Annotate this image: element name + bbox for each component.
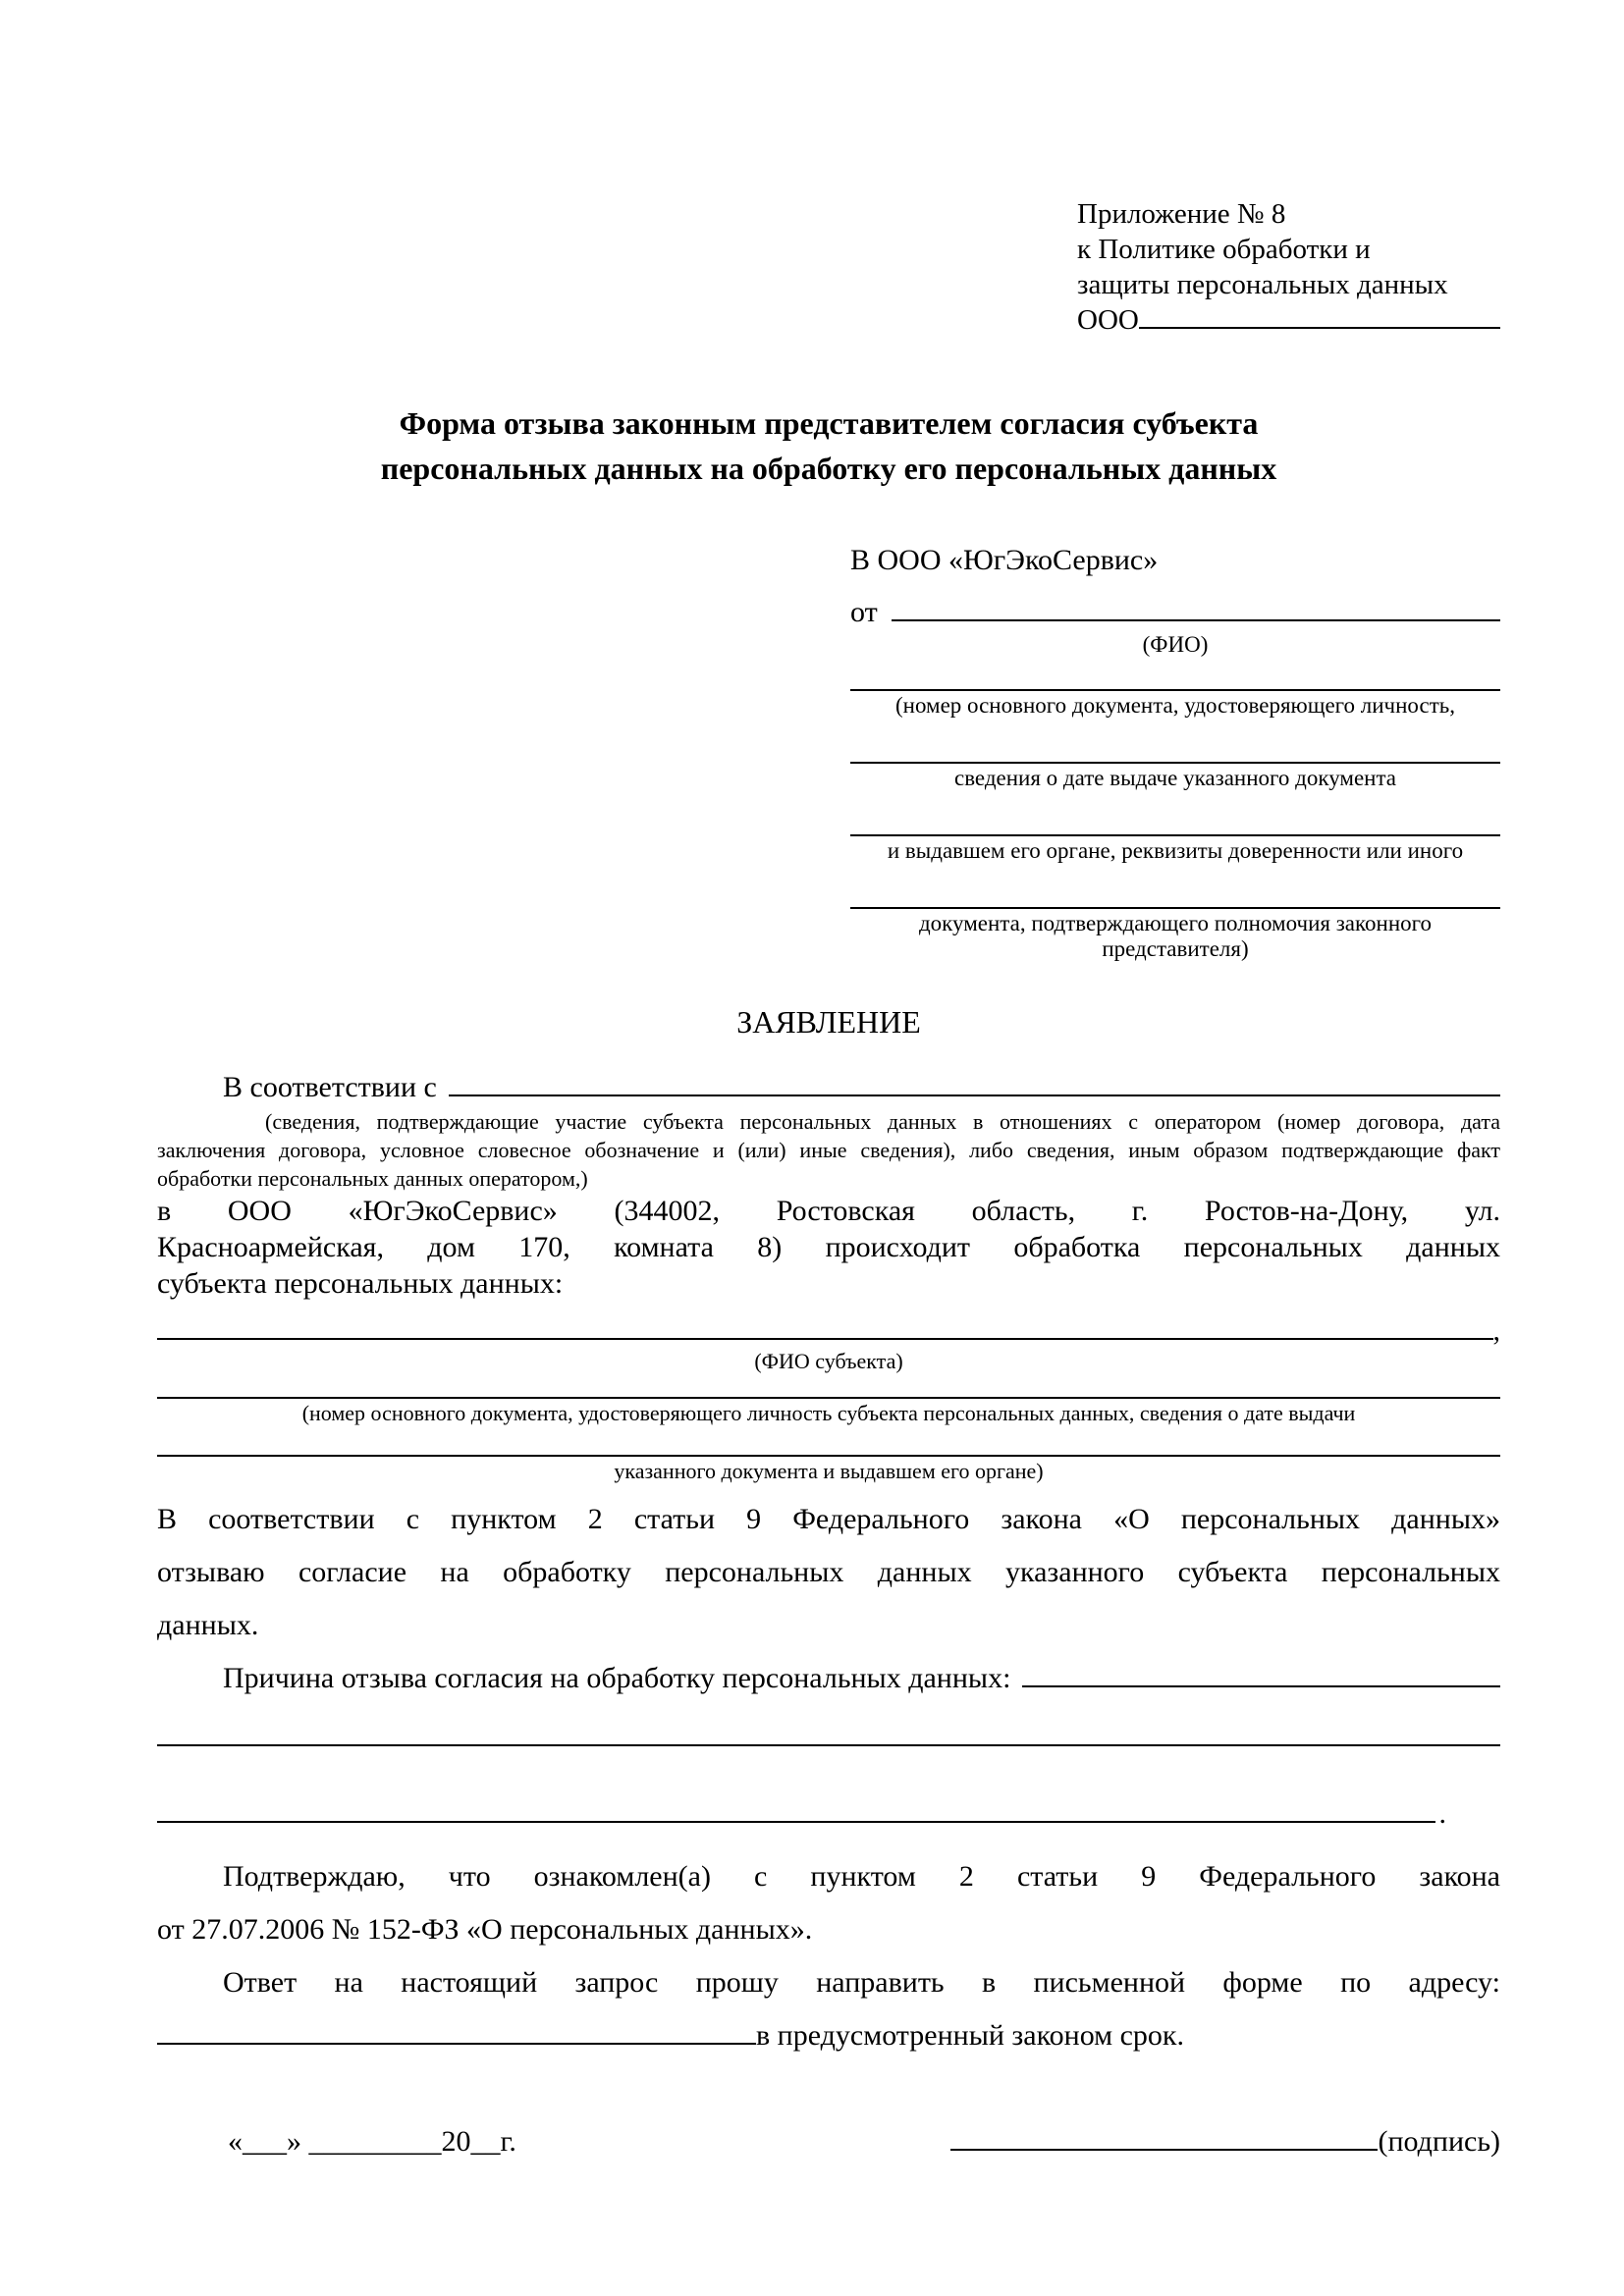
subject-doc-blank-line-2 bbox=[157, 1455, 1500, 1457]
id-doc-field-1 bbox=[850, 689, 1500, 719]
id-doc-caption-4: документа, подтверждающего полномочия законного представителя) bbox=[918, 911, 1432, 961]
signature-group bbox=[950, 2119, 1500, 2162]
id-doc-blank-line-1 bbox=[850, 689, 1500, 691]
reply-line-1: Ответ на настоящий запрос прошу направить в письменной форме по адресу: bbox=[223, 1966, 1500, 1999]
withdrawal-paragraph bbox=[157, 1493, 1500, 1652]
appendix-ooo-prefix: ООО bbox=[1077, 304, 1139, 336]
from-row bbox=[850, 593, 1500, 632]
reason-blank-line-1 bbox=[1022, 1684, 1500, 1687]
signature-footer bbox=[157, 2119, 1500, 2162]
document-title bbox=[157, 400, 1500, 491]
accordance-blank-line bbox=[449, 1094, 1500, 1096]
reason-blank-row-3 bbox=[157, 1795, 1446, 1833]
id-doc-field-3 bbox=[850, 834, 1500, 864]
reason-blank-line-2 bbox=[157, 1744, 1500, 1746]
appendix-ooo-row bbox=[1077, 302, 1500, 338]
confirmation-paragraph bbox=[157, 1850, 1500, 1956]
id-doc-blank-line-4 bbox=[850, 907, 1500, 909]
id-doc-field-4 bbox=[850, 907, 1500, 962]
appendix-line-3: защиты персональных данных bbox=[1077, 269, 1448, 300]
id-doc-caption-2: сведения о дате выдаче указанного документа bbox=[953, 766, 1397, 790]
reason-row bbox=[157, 1652, 1500, 1705]
reason-prefix: Причина отзыва согласия на обработку персональных данных: bbox=[223, 1662, 1011, 1694]
appendix-line-2: к Политике обработки и bbox=[1077, 234, 1371, 265]
from-label: от bbox=[850, 596, 878, 628]
small-print-line-2: заключения договора, условное словесное обозначение и (или) иные сведения), либо сведения, иным образом подтверждающие факт bbox=[157, 1138, 1500, 1162]
subject-fio-caption: (ФИО субъекта) bbox=[754, 1349, 903, 1373]
small-print-note bbox=[157, 1107, 1500, 1193]
reason-blank-line-3 bbox=[157, 1820, 1435, 1823]
subject-doc-caption-1: (номер основного документа, удостоверяющего личность субъекта персональных данных, сведения о дате выдачи bbox=[301, 1401, 1356, 1425]
fio-caption: (ФИО) bbox=[1142, 632, 1209, 657]
withdrawal-line-1: В соответствии с пунктом 2 статьи 9 Федерального закона «О персональных данных» bbox=[157, 1503, 1500, 1535]
id-doc-field-2 bbox=[850, 762, 1500, 791]
small-print-line-1: (сведения, подтверждающие участие субъекта персональных данных в отношениях с оператором (номер договора, дата bbox=[265, 1109, 1500, 1134]
trailing-comma: , bbox=[1492, 1314, 1500, 1347]
appendix-line-1: Приложение № 8 bbox=[1077, 198, 1286, 230]
addressee-organization: В ООО «ЮгЭкоСервис» bbox=[850, 544, 1159, 576]
small-print-line-3: обработки персональных данных оператором,) bbox=[157, 1166, 588, 1191]
confirmation-line-1: Подтверждаю, что ознакомлен(а) с пунктом 2 статьи 9 Федерального закона bbox=[223, 1860, 1500, 1893]
addressee-block bbox=[850, 542, 1500, 962]
subject-fio-blank-line bbox=[157, 1337, 1493, 1340]
subject-fio-row bbox=[157, 1313, 1500, 1349]
operator-paragraph bbox=[157, 1193, 1500, 1302]
id-doc-blank-line-3 bbox=[850, 834, 1500, 836]
fio-blank-line bbox=[892, 618, 1500, 621]
trailing-period: . bbox=[1438, 1797, 1446, 1830]
document-title-line-1: Форма отзыва законным представителем согласия субъекта bbox=[399, 405, 1259, 441]
operator-line-3: субъекта персональных данных: bbox=[157, 1267, 564, 1300]
operator-line-1: в ООО «ЮгЭкоСервис» (344002, Ростовская область, г. Ростов-на-Дону, ул. bbox=[157, 1195, 1500, 1227]
reply-line-2 bbox=[157, 2009, 1500, 2062]
id-doc-caption-1: (номер основного документа, удостоверяющего личность, bbox=[894, 693, 1455, 718]
operator-line-2: Красноармейская, дом 170, комната 8) происходит обработка персональных данных bbox=[157, 1231, 1500, 1263]
accordance-row bbox=[157, 1068, 1500, 1107]
document-title-line-2: персональных данных на обработку его персональных данных bbox=[380, 451, 1277, 486]
date-line: «___» _________20__г. bbox=[228, 2125, 516, 2158]
withdrawal-line-2: отзываю согласие на обработку персональных данных указанного субъекта персональных bbox=[157, 1556, 1500, 1588]
subject-doc-blank-line-1 bbox=[157, 1397, 1500, 1399]
appendix-header bbox=[1077, 196, 1500, 338]
id-doc-blank-line-2 bbox=[850, 762, 1500, 764]
signature-blank-line bbox=[950, 2119, 1378, 2151]
reply-suffix: в предусмотренный законом срок. bbox=[756, 2019, 1184, 2052]
subject-doc-field-2 bbox=[157, 1455, 1500, 1483]
id-doc-caption-3: и выдавшем его органе, реквизиты доверенности или иного bbox=[887, 838, 1464, 863]
statement-heading: ЗАЯВЛЕНИЕ bbox=[736, 1004, 921, 1040]
address-blank-line bbox=[157, 2013, 756, 2045]
withdrawal-line-3: данных. bbox=[157, 1609, 259, 1641]
subject-doc-caption-2: указанного документа и выдавшем его органе) bbox=[614, 1459, 1044, 1483]
signature-caption: (подпись) bbox=[1378, 2125, 1500, 2158]
accordance-prefix: В соответствии с bbox=[223, 1071, 437, 1103]
subject-doc-field-1 bbox=[157, 1397, 1500, 1425]
appendix-ooo-blank-line bbox=[1139, 326, 1500, 329]
reply-paragraph bbox=[157, 1956, 1500, 2062]
confirmation-line-2: от 27.07.2006 № 152-ФЗ «О персональных данных». bbox=[157, 1913, 813, 1946]
